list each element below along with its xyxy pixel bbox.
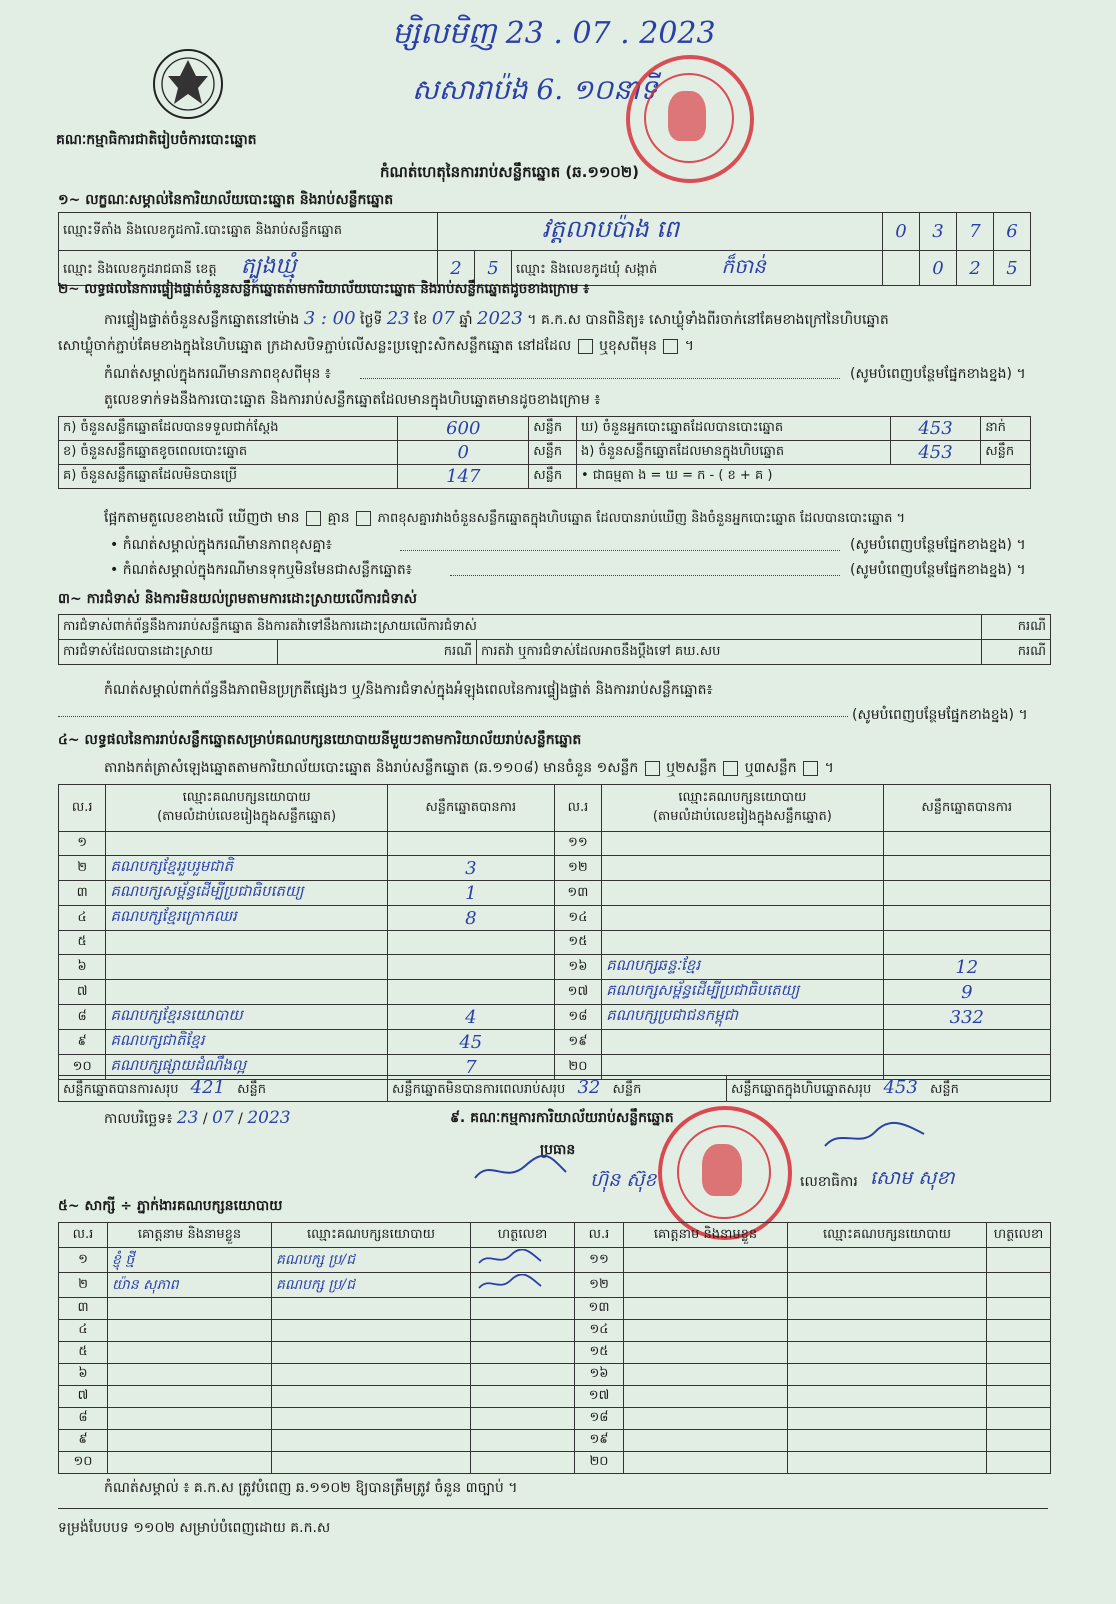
wit-no-left: ៥ — [59, 1342, 108, 1364]
table-row — [59, 906, 1051, 931]
res-votes-left: 45 — [387, 1030, 554, 1055]
res-no-right: ១១ — [554, 832, 601, 856]
wit-party-right — [788, 1342, 987, 1364]
res-votes-left — [387, 955, 554, 980]
res-party-left: គណបក្សផ្សាយដំណឹងល្អ — [106, 1055, 388, 1080]
wit-no-right: ១៧ — [575, 1386, 624, 1408]
table-row — [59, 1386, 1051, 1408]
fig-b-label: ខ) ចំនួនសន្លឹកឆ្នោតខូចពេលបោះឆ្នោត — [63, 444, 248, 459]
res-votes-right: 9 — [883, 980, 1050, 1005]
date-year: 2023 — [247, 1108, 291, 1128]
fig-a-value: 600 — [398, 417, 529, 441]
wit-sign-left — [471, 1430, 575, 1452]
wit-party-left — [272, 1452, 471, 1474]
verify-day: 23 — [386, 308, 410, 329]
wit-h-party-r: ឈ្មោះគណបក្សនយោបាយ — [788, 1223, 987, 1248]
res-party-left — [106, 980, 388, 1005]
nec-emblem-icon — [150, 46, 226, 122]
tally-intro-text: តារាងកត់ត្រាសំឡេងឆ្នោតតាមការិយាល័យបោះឆ្នោត និងរាប់សន្លឹកឆ្នោត (ឆ.១១០៨) មានចំនួន ១សន្លឹក — [104, 760, 639, 776]
verify-text-a: ការផ្ទៀងផ្ទាត់ចំនួនសន្លឹកឆ្នោតនៅម៉ោង — [104, 312, 300, 328]
secretary-name: សោម សុខា — [870, 1167, 955, 1189]
res-party-left — [106, 955, 388, 980]
res-party-left — [106, 832, 388, 856]
official-stamp-bottom — [658, 1106, 792, 1240]
committee-label: ៩. គណៈកម្មការការិយាល័យរាប់សន្លឹកឆ្នោត — [450, 1110, 674, 1126]
res-no-right: ១៧ — [554, 980, 601, 1005]
results-table — [58, 784, 1051, 1080]
station-code-1: 0 — [883, 213, 920, 251]
table-row — [59, 856, 1051, 881]
res-no-left: ៣ — [59, 881, 106, 906]
table-row — [59, 1298, 1051, 1320]
res-h-party2-r: (តាមលំដាប់លេខរៀងក្នុងសន្លឹកឆ្នោត) — [652, 809, 832, 824]
wit-sign-right — [987, 1452, 1051, 1474]
verify-line-1 — [104, 308, 889, 331]
commune-code-2: 2 — [957, 251, 994, 286]
fill-note-2: (សូមបំពេញបន្ថែមផ្នែកខាងខ្នង) ។ — [850, 537, 1026, 553]
fig-c-label: គ) ចំនួនសន្លឹកឆ្នោតដែលមិនបានប្រើ — [63, 468, 237, 483]
objection-table — [58, 614, 1051, 665]
table-row — [59, 931, 1051, 955]
bullet-diff: • កំណត់សម្គាល់ក្នុងករណីមានភាពខុសគ្នា៖ — [110, 537, 332, 553]
wit-name-left: ខ្ញុំ ថ្មី — [108, 1248, 272, 1273]
verify-text-2: សោឃ្លុំចាក់ភ្ជាប់គែមខាងក្នុងនៃហិបឆ្នោត ក្រដាសបិទភ្ជាប់លើសន្លះប្រឡោះសិកសន្លឹកឆ្នោត នៅដដែល — [58, 338, 572, 354]
official-stamp-top — [626, 55, 754, 183]
verify-year: 2023 — [477, 308, 523, 329]
wit-name-right — [624, 1386, 788, 1408]
discrepancy-rest: ភាពខុសគ្នារវាងចំនួនសន្លឹកឆ្នោតក្នុងហិបឆ្នោត ដែលបានរាប់ឃើញ និងចំនួនអ្នកបោះឆ្នោត ដែលបានបោះឆ្នោត ។ — [377, 511, 906, 526]
res-no-left: ៧ — [59, 980, 106, 1005]
verify-text-or: ឬខុសពីមុន — [599, 338, 657, 354]
wit-party-left — [272, 1342, 471, 1364]
wit-h-name-r: គោត្តនាម និងនាមខ្លួន — [624, 1223, 788, 1248]
res-votes-right — [883, 931, 1050, 955]
one-sheet-checkbox[interactable] — [645, 761, 660, 776]
res-party-right — [602, 856, 884, 881]
wit-party-right — [788, 1320, 987, 1342]
figures-intro: តួលេខទាក់ទងនឹងការបោះឆ្នោត និងការរាប់សន្លឹកឆ្នោតដែលមានក្នុងហិបឆ្នោតមានដូចខាងក្រោម ៖ — [104, 392, 601, 408]
section1-title: ១~ លក្ខណៈសម្គាល់នៃការិយាល័យបោះឆ្នោត និងរាប់សន្លឹកឆ្នោត — [58, 192, 394, 208]
diff-note-label: កំណត់សម្គាល់ក្នុងករណីមានភាពខុសពីមុន ៖ — [104, 366, 331, 382]
res-no-left: ២ — [59, 856, 106, 881]
wit-name-left — [108, 1408, 272, 1430]
res-h-party-l: ឈ្មោះគណបក្សនយោបាយ — [182, 790, 311, 805]
res-no-left: ៤ — [59, 906, 106, 931]
fig-formula: • ជាធម្មតា ង = ឃ = ក - ( ខ + គ ) — [580, 468, 773, 483]
res-votes-left — [387, 931, 554, 955]
fig-c-value: 147 — [398, 465, 529, 489]
wit-party-right — [788, 1248, 987, 1273]
wit-no-left: ៧ — [59, 1386, 108, 1408]
objection-case-1: ករណី — [982, 615, 1051, 640]
wit-name-right — [624, 1342, 788, 1364]
wit-h-name-l: គោត្តនាម និងនាមខ្លួន — [108, 1223, 272, 1248]
secretary-label: លេខាធិការ — [800, 1174, 858, 1190]
wit-name-left — [108, 1386, 272, 1408]
wit-party-left — [272, 1408, 471, 1430]
tally-intro-b: ឬ២សន្លឹក — [666, 760, 717, 776]
same-checkbox[interactable] — [578, 339, 593, 354]
wit-no-left: ១០ — [59, 1452, 108, 1474]
res-h-party2-l: (តាមលំដាប់លេខរៀងក្នុងសន្លឹកឆ្នោត) — [157, 809, 337, 824]
verify-line-2: សោឃ្លុំចាក់ភ្ជាប់គែមខាងក្នុងនៃហិបឆ្នោត ក្រដាសបិទភ្ជាប់លើសន្លះប្រឡោះសិកសន្លឹកឆ្នោត នៅដដែល ឬខុសពីមុន ។ — [58, 338, 694, 354]
form-title: កំណត់ហេតុនៃការរាប់សន្លឹកឆ្នោត (ឆ.១១០២) — [380, 163, 640, 181]
res-votes-right — [883, 906, 1050, 931]
wit-sign-left — [471, 1386, 575, 1408]
wit-h-sign-l: ហត្ថលេខា — [471, 1223, 575, 1248]
wit-no-left: ៣ — [59, 1298, 108, 1320]
table-row — [59, 1273, 1051, 1298]
verify-text-b: ថ្ងៃទី — [360, 312, 383, 328]
total-valid-value: 421 — [190, 1077, 226, 1098]
discrepancy-text: ផ្អែកតាមតួលេខខាងលើ ឃើញថា មាន — [104, 510, 300, 526]
total-valid-label: សន្លឹកឆ្នោតបានការសរុប — [63, 1082, 179, 1097]
section5-title: ៥~ សាក្សី ÷ ភ្នាក់ងារគណបក្សនយោបាយ — [58, 1198, 283, 1214]
res-party-left: គណបក្សខ្មែរក្រោកឈរ — [106, 906, 388, 931]
bullet-invalid-field[interactable] — [450, 575, 840, 576]
res-no-right: ១៥ — [554, 931, 601, 955]
form-footer: ទម្រង់បែបបទ ១១០២ សម្រាប់បំពេញដោយ គ.ក.ស — [58, 1520, 331, 1536]
wit-no-right: ១២ — [575, 1273, 624, 1298]
station-code-3: 7 — [957, 213, 994, 251]
res-party-right: គណបក្សឆន្ទៈខ្មែរ — [602, 955, 884, 980]
chair-label: ប្រធាន — [540, 1142, 576, 1158]
table-row — [59, 1005, 1051, 1030]
wit-no-right: ១៣ — [575, 1298, 624, 1320]
commune-label: ឈ្មោះ និងលេខកូដឃុំ សង្កាត់ — [516, 262, 658, 277]
signing-date: កាលបរិច្ឆេទ៖ 23 / 07 / 2023 — [104, 1108, 291, 1128]
verify-hour: 3 : 00 — [303, 308, 356, 329]
table-row — [59, 1430, 1051, 1452]
section2-title: ២~ លទ្ធផលនៃការផ្ទៀងផ្ទាត់ចំនួនសន្លឹកឆ្នោតតាមការិយាល័យបោះឆ្នោត និងរាប់សន្លឹកឆ្នោតដូចខាងក្រោម ៖ — [58, 281, 590, 297]
res-votes-right — [883, 832, 1050, 856]
verify-text-d: ឆ្នាំ — [459, 312, 473, 328]
fig-d-value: 453 — [890, 417, 980, 441]
objection-case-3: ករណី — [982, 640, 1051, 665]
res-no-right: ១២ — [554, 856, 601, 881]
objection-resolved: ការជំទាស់ដែលបានដោះស្រាយ — [59, 640, 278, 665]
fig-b-unit: សន្លឹក — [529, 441, 577, 465]
total-box-value: 453 — [883, 1077, 918, 1098]
total-invalid-unit: សន្លឹក — [612, 1082, 642, 1097]
wit-party-right — [788, 1364, 987, 1386]
res-no-right: ១៤ — [554, 906, 601, 931]
table-row — [59, 1030, 1051, 1055]
section1-table — [58, 212, 1031, 286]
wit-h-no-l: ល.រ — [59, 1223, 108, 1248]
res-party-right — [602, 832, 884, 856]
table-row — [59, 1452, 1051, 1474]
total-box-unit: សន្លឹក — [929, 1082, 959, 1097]
witness-table — [58, 1222, 1051, 1474]
res-no-left: ៨ — [59, 1005, 106, 1030]
total-invalid-label: សន្លឹកឆ្នោតមិនបានការពេលរាប់សរុប — [392, 1082, 566, 1097]
wit-name-left: យ៉ាន សុភាព — [108, 1273, 272, 1298]
wit-no-left: ៤ — [59, 1320, 108, 1342]
wit-party-left — [272, 1298, 471, 1320]
wit-name-left — [108, 1320, 272, 1342]
two-sheet-checkbox[interactable] — [723, 761, 738, 776]
wit-no-left: ១ — [59, 1248, 108, 1273]
res-party-left: គណបក្សខ្មែររួបរួមជាតិ — [106, 856, 388, 881]
res-votes-left — [387, 832, 554, 856]
res-party-left: គណបក្សខ្មែរនយោបាយ — [106, 1005, 388, 1030]
wit-sign-left — [471, 1364, 575, 1386]
res-h-votes-l: សន្លឹកឆ្នោតបានការ — [387, 785, 554, 832]
wit-sign-left — [471, 1248, 575, 1273]
no-discrepancy-checkbox[interactable] — [356, 511, 371, 526]
wit-sign-right — [987, 1430, 1051, 1452]
wit-party-right — [788, 1273, 987, 1298]
wit-h-no-r: ល.រ — [575, 1223, 624, 1248]
res-no-left: ៩ — [59, 1030, 106, 1055]
handwritten-time: សសារាប៉ង 6. ១០នាទី — [412, 73, 658, 106]
res-h-no-l: ល.រ — [59, 785, 106, 832]
res-no-left: ៦ — [59, 955, 106, 980]
wit-sign-left — [471, 1273, 575, 1298]
wit-no-right: ១៨ — [575, 1408, 624, 1430]
fig-d-unit: នាក់ — [981, 417, 1031, 441]
fig-c-unit: សន្លឹក — [529, 465, 577, 489]
wit-no-right: ១១ — [575, 1248, 624, 1273]
province-code-1: 2 — [438, 251, 475, 286]
res-votes-left: 7 — [387, 1055, 554, 1080]
wit-sign-right — [987, 1386, 1051, 1408]
discrepancy-line — [104, 508, 905, 529]
res-party-right — [602, 881, 884, 906]
wit-no-left: ២ — [59, 1273, 108, 1298]
wit-no-right: ១៥ — [575, 1342, 624, 1364]
wit-party-left: គណបក្ស ប្រ/ជ — [272, 1248, 471, 1273]
witness-signature-icon — [475, 1274, 545, 1292]
date-label: កាលបរិច្ឆេទ៖ — [104, 1111, 173, 1127]
fig-e-value: 453 — [890, 441, 980, 465]
table-row — [59, 1320, 1051, 1342]
table-row — [59, 980, 1051, 1005]
wit-no-right: ១៤ — [575, 1320, 624, 1342]
wit-name-right — [624, 1320, 788, 1342]
res-no-right: ១៦ — [554, 955, 601, 980]
res-party-right — [602, 931, 884, 955]
section4-title: ៤~ លទ្ធផលនៃការរាប់សន្លឹកឆ្នោតសម្រាប់គណបក្សនយោបាយនីមួយៗតាមការិយាល័យរាប់សន្លឹកឆ្នោត — [58, 732, 582, 748]
table-row — [59, 832, 1051, 856]
wit-sign-right — [987, 1320, 1051, 1342]
wit-sign-right — [987, 1342, 1051, 1364]
chair-name: ហ៊ុន ស៊ុខ — [590, 1169, 657, 1191]
res-no-right: ១៨ — [554, 1005, 601, 1030]
wit-sign-right — [987, 1248, 1051, 1273]
table-row — [59, 881, 1051, 906]
figures-table — [58, 416, 1031, 489]
date-day: 23 — [176, 1108, 199, 1128]
three-sheet-checkbox[interactable] — [803, 761, 818, 776]
total-valid-unit: សន្លឹក — [237, 1082, 267, 1097]
final-note: កំណត់សម្គាល់ ៖ គ.ក.ស ត្រូវបំពេញ ឆ.១១០២ ឱ្យបានត្រឹមត្រូវ ចំនួន ៣ច្បាប់ ។ — [104, 1480, 518, 1496]
wit-no-left: ៨ — [59, 1408, 108, 1430]
fig-b-value: 0 — [398, 441, 529, 465]
wit-party-left — [272, 1386, 471, 1408]
witness-signature-icon — [475, 1249, 545, 1267]
station-value: វត្តលាបប៉ាង ពេ — [542, 215, 680, 243]
verify-text-c: ខែ — [414, 312, 428, 328]
wit-party-left — [272, 1364, 471, 1386]
wit-party-right — [788, 1408, 987, 1430]
total-box-label: សន្លឹកឆ្នោតក្នុងហិបឆ្នោតសរុប — [731, 1082, 872, 1097]
bullet-invalid: • កំណត់សម្គាល់ក្នុងករណីមានទុកឬមិនមែនជាសន្លឹកឆ្នោត៖ — [110, 562, 412, 578]
wit-sign-right — [987, 1298, 1051, 1320]
commune-code-1: 0 — [920, 251, 957, 286]
wit-sign-right — [987, 1408, 1051, 1430]
res-no-left: ១ — [59, 832, 106, 856]
wit-no-right: ១៩ — [575, 1430, 624, 1452]
table-row — [59, 1248, 1051, 1273]
section3-title: ៣~ ការជំទាស់ និងការមិនយល់ព្រមតាមការដោះស្រាយលើការជំទាស់ — [58, 591, 417, 607]
res-party-right — [602, 1030, 884, 1055]
res-party-right — [602, 906, 884, 931]
station-label: ឈ្មោះទីតាំង និងលេខកូដការិ.បោះឆ្នោត និងរាប់សន្លឹកឆ្នោត — [59, 213, 438, 251]
wit-sign-right — [987, 1273, 1051, 1298]
fill-note-4: (សូមបំពេញបន្ថែមផ្នែកខាងខ្នង) ។ — [852, 707, 1028, 723]
wit-name-left — [108, 1298, 272, 1320]
res-party-right: គណបក្សប្រជាជនកម្ពុជា — [602, 1005, 884, 1030]
totals-table — [58, 1075, 1051, 1102]
org-name: គណៈកម្មាធិការជាតិរៀបចំការបោះឆ្នោត — [56, 132, 257, 148]
res-h-party-r: ឈ្មោះគណបក្សនយោបាយ — [678, 790, 807, 805]
different-checkbox[interactable] — [663, 339, 678, 354]
discrepancy-none: គ្មាន — [327, 510, 350, 526]
wit-h-party-l: ឈ្មោះគណបក្សនយោបាយ — [272, 1223, 471, 1248]
objection-row1: ការជំទាស់ពាក់ព័ន្ធនឹងការរាប់សន្លឹកឆ្នោត និងការតវ៉ាទៅនឹងការដោះស្រាយលើការជំទាស់ — [59, 615, 982, 640]
verify-text-e: ។ គ.ក.ស បានពិនិត្យ៖ សោឃ្លុំទាំងពីរចាក់នៅគែមខាងក្រៅនៃហិបឆ្នោត — [527, 312, 889, 328]
secretary-signature-icon — [820, 1118, 930, 1154]
table-row — [59, 1342, 1051, 1364]
res-party-left: គណបក្សសម្ព័ន្ធដើម្បីប្រជាធិបតេយ្យ — [106, 881, 388, 906]
wit-sign-left — [471, 1452, 575, 1474]
table-row — [59, 955, 1051, 980]
res-no-right: ១៩ — [554, 1030, 601, 1055]
fig-a-unit: សន្លឹក — [529, 417, 577, 441]
handwritten-date: ម្សិលមិញ 23 . 07 . 2023 — [392, 16, 716, 51]
res-votes-left — [387, 980, 554, 1005]
fill-note-3: (សូមបំពេញបន្ថែមផ្នែកខាងខ្នង) ។ — [850, 562, 1026, 578]
footer-divider — [58, 1508, 1048, 1509]
wit-sign-left — [471, 1342, 575, 1364]
has-discrepancy-checkbox[interactable] — [306, 511, 321, 526]
verify-month: 07 — [431, 308, 455, 329]
res-votes-left: 8 — [387, 906, 554, 931]
wit-no-right: ២០ — [575, 1452, 624, 1474]
commune-code-3: 5 — [994, 251, 1031, 286]
bullet-diff-field[interactable] — [400, 550, 840, 551]
province-value: ត្បូងឃ្មុំ — [240, 254, 297, 279]
wit-name-right — [624, 1408, 788, 1430]
wit-party-right — [788, 1452, 987, 1474]
tally-intro: តារាងកត់ត្រាសំឡេងឆ្នោតតាមការិយាល័យបោះឆ្នោត និងរាប់សន្លឹកឆ្នោត (ឆ.១១០៨) មានចំនួន ១សន្លឹក ឬ២សន្លឹក ឬ៣សន្លឹក ។ — [104, 760, 834, 776]
res-h-votes-r: សន្លឹកឆ្នោតបានការ — [883, 785, 1050, 832]
wit-sign-left — [471, 1320, 575, 1342]
wit-party-left: គណបក្ស ប្រ/ជ — [272, 1273, 471, 1298]
diff-note-field[interactable] — [360, 378, 840, 379]
table-row — [59, 1408, 1051, 1430]
station-code-2: 3 — [920, 213, 957, 251]
res-party-right: គណបក្សសម្ព័ន្ធដើម្បីប្រជាធិបតេយ្យ — [602, 980, 884, 1005]
wit-name-left — [108, 1364, 272, 1386]
res-party-left — [106, 931, 388, 955]
fig-e-label: ង) ចំនួនសន្លឹកឆ្នោតដែលមានក្នុងហិបឆ្នោត — [580, 444, 785, 459]
fig-e-unit: សន្លឹក — [981, 441, 1031, 465]
wit-name-right — [624, 1273, 788, 1298]
res-votes-left: 4 — [387, 1005, 554, 1030]
tally-intro-c: ឬ៣សន្លឹក — [744, 760, 797, 776]
fig-a-label: ក) ចំនួនសន្លឹកឆ្នោតដែលបានទទួលជាក់ស្តែង — [63, 420, 279, 435]
irregularity-field[interactable] — [58, 716, 848, 717]
chair-signature-icon — [470, 1148, 570, 1188]
wit-party-left — [272, 1430, 471, 1452]
wit-no-left: ៦ — [59, 1364, 108, 1386]
res-no-right: ១៣ — [554, 881, 601, 906]
date-month: 07 — [212, 1108, 234, 1128]
wit-party-right — [788, 1430, 987, 1452]
wit-party-right — [788, 1386, 987, 1408]
res-no-left: ៥ — [59, 931, 106, 955]
res-votes-right: 12 — [883, 955, 1050, 980]
wit-no-right: ១៦ — [575, 1364, 624, 1386]
wit-sign-left — [471, 1298, 575, 1320]
wit-name-left — [108, 1430, 272, 1452]
wit-no-left: ៩ — [59, 1430, 108, 1452]
res-votes-right — [883, 881, 1050, 906]
wit-sign-left — [471, 1408, 575, 1430]
res-votes-left: 3 — [387, 856, 554, 881]
res-votes-right: 332 — [883, 1005, 1050, 1030]
res-no-right: ២០ — [554, 1055, 601, 1080]
wit-party-right — [788, 1298, 987, 1320]
wit-name-left — [108, 1342, 272, 1364]
province-label: ឈ្មោះ និងលេខកូដរាជធានី ខេត្ត — [63, 262, 217, 277]
total-invalid-value: 32 — [577, 1077, 601, 1098]
province-code-2: 5 — [475, 251, 512, 286]
res-h-no-r: ល.រ — [554, 785, 601, 832]
res-party-left: គណបក្សជាតិខ្មែរ — [106, 1030, 388, 1055]
wit-name-right — [624, 1248, 788, 1273]
wit-name-right — [624, 1364, 788, 1386]
fill-note-1: (សូមបំពេញបន្ថែមផ្នែកខាងខ្នង) ។ — [850, 366, 1026, 382]
wit-h-sign-r: ហត្ថលេខា — [987, 1223, 1051, 1248]
res-votes-right — [883, 1030, 1050, 1055]
res-votes-right — [883, 856, 1050, 881]
wit-name-right — [624, 1298, 788, 1320]
commune-value: ក៏ចាន់ — [721, 254, 766, 278]
wit-party-left — [272, 1320, 471, 1342]
wit-name-right — [624, 1452, 788, 1474]
fig-d-label: ឃ) ចំនួនអ្នកបោះឆ្នោតដែលបានបោះឆ្នោត — [580, 420, 784, 435]
objection-appeal: ការតវ៉ា ឬការជំទាស់ដែលអាចនឹងប្តឹងទៅ គឃ.សប — [477, 640, 982, 665]
irregularity-note: កំណត់សម្គាល់ពាក់ព័ន្ធនឹងភាពមិនប្រក្រតីផ្សេងៗ ឬ/និងការជំទាស់ក្នុងអំឡុងពេលនៃការផ្ទៀងផ្ទាត់ និងការរាប់សន្លឹកឆ្នោត៖ — [104, 682, 713, 698]
objection-case-2: ករណី — [278, 640, 477, 665]
wit-name-left — [108, 1452, 272, 1474]
res-no-left: ១០ — [59, 1055, 106, 1080]
wit-sign-right — [987, 1364, 1051, 1386]
res-votes-left: 1 — [387, 881, 554, 906]
table-row — [59, 1364, 1051, 1386]
station-code-4: 6 — [994, 213, 1031, 251]
wit-name-right — [624, 1430, 788, 1452]
